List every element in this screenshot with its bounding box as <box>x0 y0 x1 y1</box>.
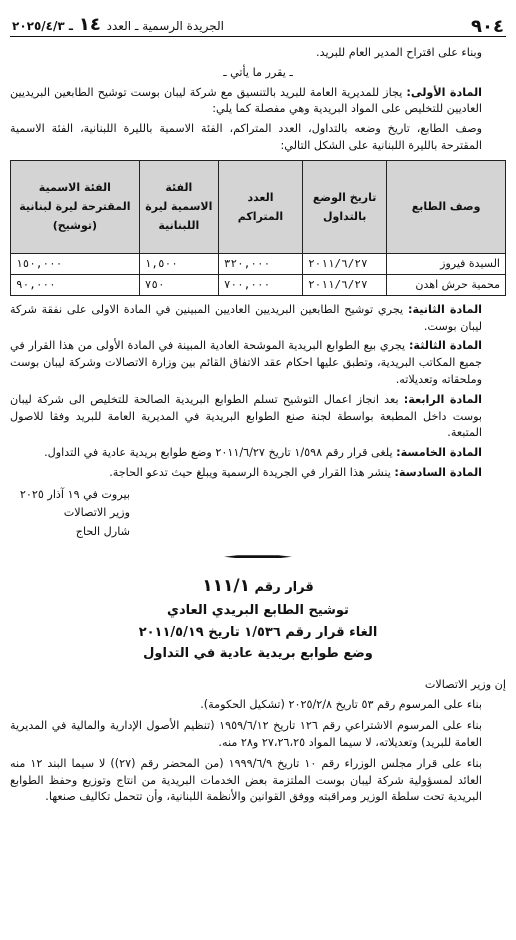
decree-2-cancel-line: الغاء قرار رقم ١/٥٣٦ تاريخ ٢٠١١/٥/١٩ <box>138 624 378 640</box>
col-header-date: تاريخ الوضع بالتداول <box>303 160 387 253</box>
decree-2-number-value: ١١١/١ <box>202 576 250 597</box>
gazette-masthead <box>12 16 224 36</box>
issue-date: ـ ٢٠٢٥/٤/٣ <box>12 19 73 33</box>
cell-proposed-value: ٩٠,٠٠٠ <box>11 274 140 295</box>
article-4 <box>10 392 506 442</box>
decree-2-number <box>10 572 506 600</box>
gazette-page <box>0 6 516 940</box>
decides-line: ـ يقرر ما يأتي ـ <box>223 65 293 79</box>
cell-face-value: ١,٥٠٠ <box>139 253 218 274</box>
minister-line: إن وزير الاتصالات <box>424 677 506 691</box>
signature-block <box>10 486 130 541</box>
article-5-label: المادة الخامسة: <box>396 446 482 460</box>
based-on-line: وبناء على اقتراح المدير العام للبريد. <box>316 46 482 59</box>
sign-place-date: بيروت في ١٩ آذار ٢٠٢٥ <box>19 487 130 501</box>
cell-date: ٢٠١١/٦/٢٧ <box>303 274 387 295</box>
cell-date: ٢٠١١/٦/٢٧ <box>303 253 387 274</box>
article-1 <box>10 85 506 119</box>
sign-name: شارل الحاج <box>75 524 130 538</box>
decree-1 <box>10 45 506 541</box>
article-6-label: المادة السادسة: <box>394 465 482 479</box>
stamps-table <box>10 160 506 296</box>
article-1-label: المادة الأولى: <box>406 85 483 99</box>
article-2 <box>10 302 506 336</box>
table-header-row <box>11 160 506 253</box>
article-3-text: يجري بيع الطوابع البريدية الموشحة العادية المبينة في المادة الأولى من هذا القرار في جميع المكاتب البريدية، وتطبق عليها احكام عقد الاتفاق القائم بين وزارة الاتصالات وشركة ليبان بوست وملحقاته وتعديلاته. <box>10 339 482 386</box>
article-2-label: المادة الثانية: <box>407 302 483 316</box>
basis-3: بناء على قرار مجلس الوزراء رقم ١٠ تاريخ ١٩٩٩/٦/٩ (من المحضر رقم (٢٧)) لا سيما البند ١٢ منه العائد لمسؤولية شركة ليبان بوست الملتزمة بعض الخدمات البريدية من انتاج وتوزيع وحفظ الطوابع البريدية تحت سلطة الوزير ومراقبته ووفق القوانين والأنظمة اللبنانية، وأن تتحمل تكاليف صنعها. <box>10 756 482 804</box>
page-number: ٩٠٤ <box>471 16 504 37</box>
article-6-text: ينشر هذا القرار في الجريدة الرسمية ويبلغ حيث تدعو الحاجة. <box>109 465 391 479</box>
article-4-label: المادة الرابعة: <box>403 392 482 406</box>
table-intro: وصف الطابع، تاريخ وضعه بالتداول، العدد المتراكم، الفئة الاسمية بالليرة اللبنانية، الفئة الاسمية المقترحة بالليرة اللبنانية على الشكل التالي: <box>10 122 482 152</box>
article-6 <box>10 465 506 482</box>
table-row <box>11 274 506 295</box>
cell-proposed-value: ١٥٠,٠٠٠ <box>11 253 140 274</box>
sign-title: وزير الاتصالات <box>63 506 130 520</box>
cell-description: محمية حرش اهدن <box>387 274 506 295</box>
article-5-text: يلغى قرار رقم ١/٥٩٨ تاريخ ٢٠١١/٦/٢٧ وضع طوابع بريدية عادية في التداول. <box>44 446 393 460</box>
cell-description: السيدة فيروز <box>387 253 506 274</box>
page-header <box>10 6 506 37</box>
article-1-text: يجاز للمديرية العامة للبريد بالتنسيق مع شركة ليبان بوست توشيح الطابعين البريديين العاديين للتخليص على المواد البريدية وهي مفصلة كما يلي: <box>10 85 482 116</box>
article-4-text: بعد انجاز اعمال التوشيح تسلم الطوابع البريدية الصالحة للتخليص الى شركة ليبان بوست داخل المطبعة بواسطة لجنة صنع الطوابع البريدية في المديرية العامة للبريد وفقا للاصول المتبعة. <box>10 392 482 440</box>
decree-2 <box>10 572 506 806</box>
cell-face-value: ٧٥٠ <box>139 274 218 295</box>
col-header-face-value: الفئة الاسمية ليرة اللبنانية <box>139 160 218 253</box>
issue-number: ١٤ <box>78 14 101 35</box>
col-header-proposed-value: الفئة الاسمية المقترحة ليرة لبنانية (توشيح) <box>11 160 140 253</box>
basis-2: بناء على المرسوم الاشتراعي رقم ١٢٦ تاريخ ١٩٥٩/٦/١٢ (تنظيم الأصول الإدارية والمالية في المديرية العامة للبريد) وتعديلاته، لا سيما المواد ٢٧،٢٦،٢٥ و٢٨ منه. <box>10 719 482 749</box>
article-2-text: يجري توشيح الطابعين البريديين العاديين المبينين في المادة الاولى على نفقة شركة ليبان بوست. <box>10 302 482 333</box>
col-header-description: وصف الطابع <box>387 160 506 253</box>
article-3-label: المادة الثالثة: <box>408 339 482 353</box>
basis-1: بناء على المرسوم رقم ٥٣ تاريخ ٢٠٢٥/٢/٨ (تشكيل الحكومة). <box>200 698 482 712</box>
col-header-count: العدد المتراكم <box>218 160 302 253</box>
article-5 <box>10 445 506 462</box>
decree-2-number-label: قرار رقم <box>254 580 314 596</box>
section-divider <box>224 555 292 558</box>
gazette-name: الجريدة الرسمية ـ العدد <box>106 19 224 33</box>
article-3 <box>10 338 506 388</box>
decree-2-subject: وضع طوابع بريدية عادية في التداول <box>143 646 373 662</box>
decree-2-title: توشيح الطابع البريدي العادي <box>167 603 349 619</box>
decree-2-preamble <box>10 677 506 807</box>
cell-count: ٧٠٠,٠٠٠ <box>218 274 302 295</box>
cell-count: ٣٢٠,٠٠٠ <box>218 253 302 274</box>
table-row <box>11 253 506 274</box>
